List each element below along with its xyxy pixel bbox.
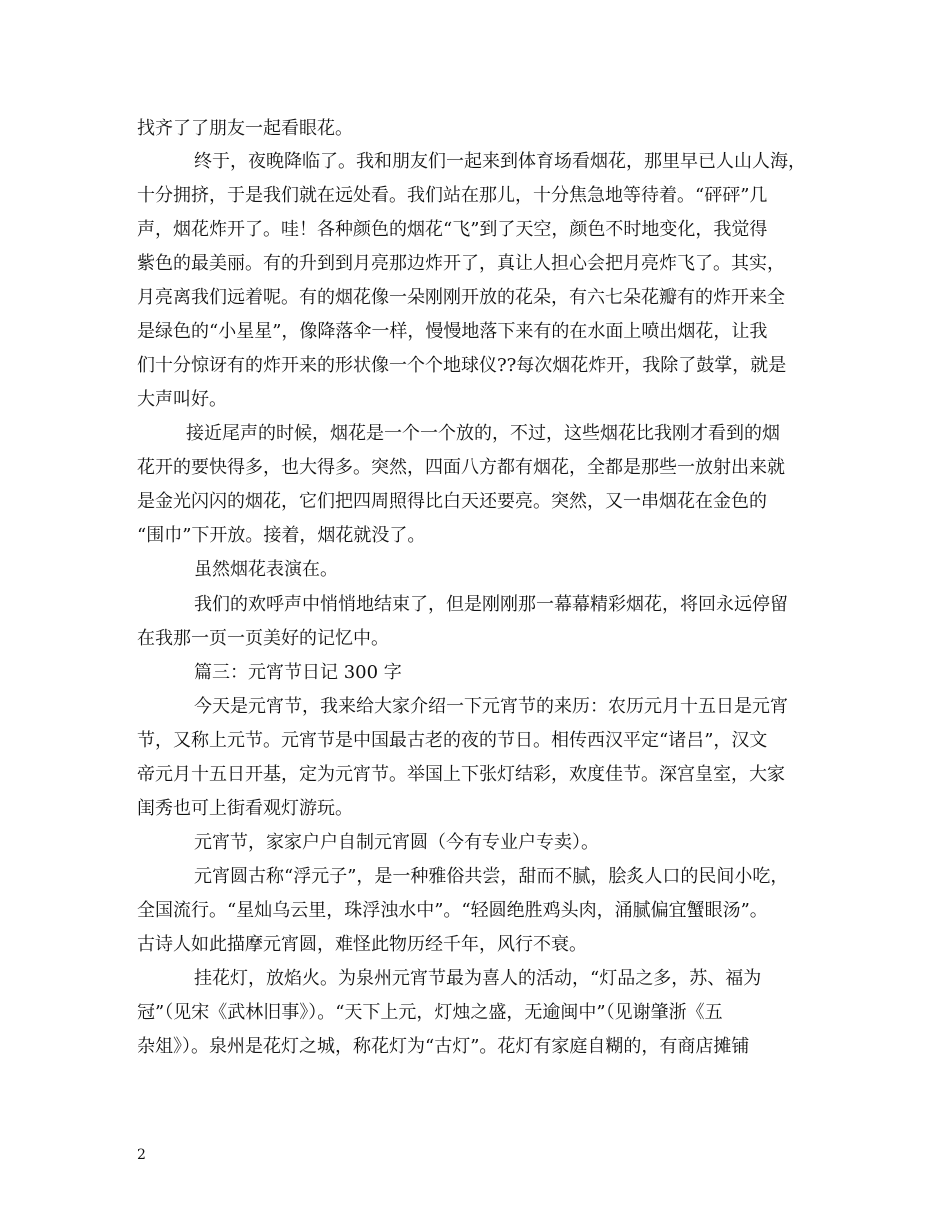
text-line: 接近尾声的时候，烟花是一个一个放的，不过，这些烟花比我刚才看到的烟 xyxy=(186,423,780,444)
page-number: 2 xyxy=(137,1147,146,1163)
section-heading: 篇三：元宵节日记 300 字 xyxy=(194,662,402,683)
text-line: 声，烟花炸开了。哇！各种颜色的烟花“飞”到了天空，颜色不时地变化，我觉得 xyxy=(137,219,768,240)
text-line: 终于，夜晚降临了。我和朋友们一起来到体育场看烟花，那里早已人山人海， xyxy=(194,151,806,172)
text-line: 我们的欢呼声中悄悄地结束了，但是刚刚那一幕幕精彩烟花，将回永远停留 xyxy=(194,594,788,615)
text-line: 帝元月十五日开基，定为元宵节。举国上下张灯结彩，欢度佳节。深宫皇室，大家 xyxy=(137,764,785,785)
text-line: 今天是元宵节，我来给大家介绍一下元宵节的来历：农历元月十五日是元宵 xyxy=(194,696,788,717)
text-line: 是绿色的“小星星”，像降落伞一样，慢慢地落下来有的在水面上喷出烟花，让我 xyxy=(137,321,768,342)
text-line: 冠”（见宋《武林旧事》）。“天下上元，灯烛之盛，无逾闽中”（见谢肇浙《五 xyxy=(137,1002,723,1023)
text-line: 闺秀也可上街看观灯游玩。 xyxy=(137,798,353,819)
text-line: 杂俎》）。泉州是花灯之城，称花灯为“古灯”。花灯有家庭自糊的，有商店摊铺 xyxy=(137,1036,750,1057)
text-line: 紫色的最美丽。有的升到到月亮那边炸开了，真让人担心会把月亮炸飞了。其实， xyxy=(137,253,785,274)
text-line: “围巾”下开放。接着，烟花就没了。 xyxy=(137,525,426,546)
text-line: 全国流行。“星灿乌云里，珠浮浊水中”。“轻圆绝胜鸡头肉，涌腻偏宜蟹眼汤”。 xyxy=(137,900,768,921)
text-line: 花开的要快得多，也大得多。突然，四面八方都有烟花，全都是那些一放射出来就 xyxy=(137,457,785,478)
text-line: 十分拥挤，于是我们就在远处看。我们站在那儿，十分焦急地等待着。“砰砰”几 xyxy=(137,185,768,206)
text-line: 大声叫好。 xyxy=(137,389,227,410)
text-line: 是金光闪闪的烟花，它们把四周照得比白天还要亮。突然，又一串烟花在金色的 xyxy=(137,491,767,512)
text-line: 月亮离我们远着呢。有的烟花像一朵刚刚开放的花朵，有六七朵花瓣有的炸开来全 xyxy=(137,287,785,308)
text-line: 找齐了了朋友一起看眼花。 xyxy=(137,118,353,139)
text-line: 们十分惊讶有的炸开来的形状像一个个地球仪??每次烟花炸开，我除了鼓掌，就是 xyxy=(137,355,787,376)
text-line: 元宵圆古称“浮元子”，是一种雅俗共尝，甜而不腻，脍炙人口的民间小吃， xyxy=(194,866,789,887)
text-line: 节，又称上元节。元宵节是中国最古老的夜的节日。相传西汉平定“诸吕”，汉文 xyxy=(137,730,768,751)
text-line: 挂花灯，放焰火。为泉州元宵节最为喜人的活动，“灯品之多，苏、福为 xyxy=(194,968,762,989)
text-line: 在我那一页一页美好的记忆中。 xyxy=(137,628,389,649)
text-line: 虽然烟花表演在。 xyxy=(194,559,338,580)
text-line: 元宵节，家家户户自制元宵圆（今有专业户专卖）。 xyxy=(194,832,599,853)
text-line: 古诗人如此描摩元宵圆，难怪此物历经千年，风行不衰。 xyxy=(137,934,587,955)
